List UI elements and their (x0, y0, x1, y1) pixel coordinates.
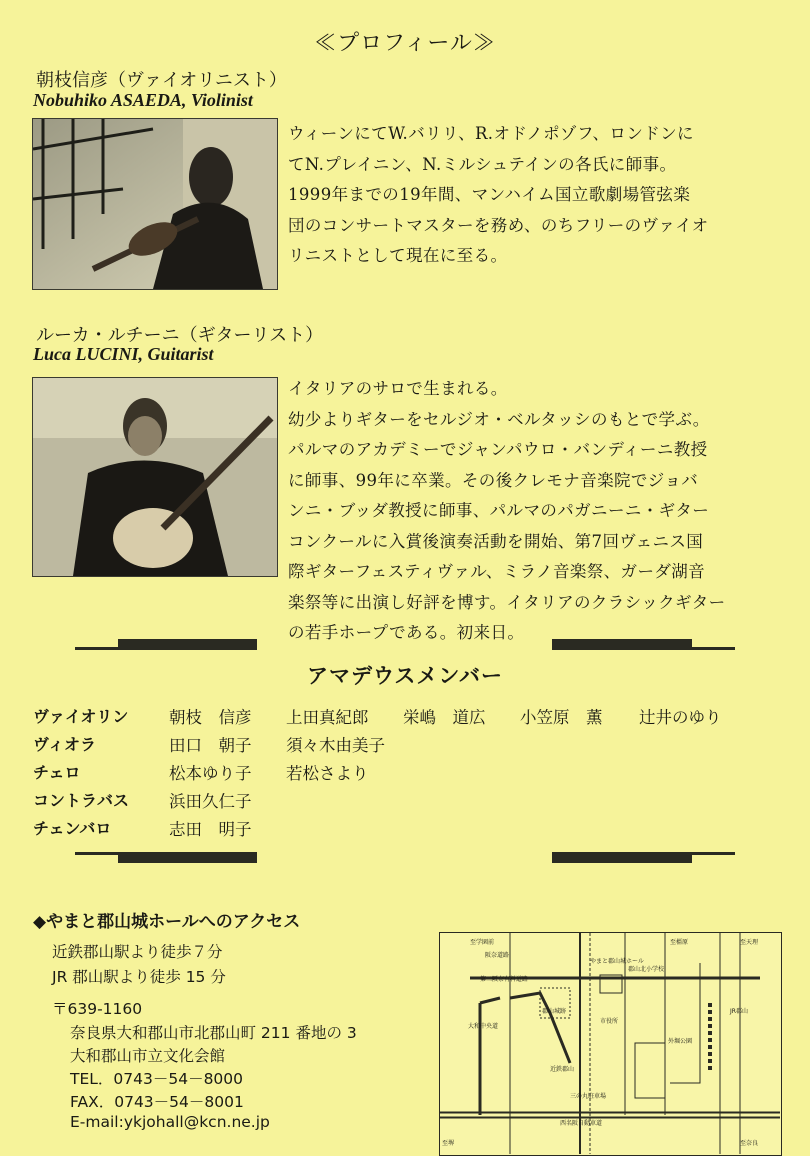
map-label: 西名阪自動車道 (560, 1120, 603, 1127)
map-label: 至学園前 (470, 939, 495, 946)
artist-1-bio (288, 119, 793, 272)
bio-line: 団のコンサートマスターを務め、のちフリーのヴァイオ (288, 215, 709, 235)
member-part: コントラバス (33, 791, 130, 810)
map-label: やまと郡山城ホール (590, 958, 644, 965)
violinist-photo (32, 118, 278, 290)
bio-line: 1999年までの19年間、マンハイム国立歌劇場管弦楽 (288, 185, 691, 204)
map-label: 郡山城跡 (542, 1008, 567, 1015)
member-name: 田口 朝子 (169, 736, 252, 755)
bio-line: リニストとして現在に至る。 (288, 246, 508, 265)
bio-line: パルマのアカデミーでジャンパウロ・バンディーニ教授 (288, 440, 708, 459)
map-drawing (440, 933, 780, 1154)
address-line: 奈良県大和郡山市北郡山町 211 番地の 3 (70, 1024, 357, 1042)
member-name: 須々木由美子 (286, 736, 385, 755)
bio-line: 幼少よりギターをセルジオ・ベルタッシのもとで学ぶ。 (288, 409, 710, 429)
map-label: 大和中央道 (468, 1023, 499, 1030)
member-name: 辻井のゆり (639, 708, 722, 727)
map-label: 三の丸駐車場 (570, 1093, 607, 1100)
members-title: アマデウスメンバー (307, 664, 503, 688)
artist-2-jp-name: ルーカ・ルチーニ（ギターリスト） (36, 325, 324, 346)
artist-1-jp-name: 朝枝信彦（ヴァイオリニスト） (36, 70, 287, 91)
divider-rule (552, 639, 692, 647)
bio-line: ンニ・ブッダ教授に師事、パルマのパガニーニ・ギター (288, 501, 710, 520)
bio-line: イタリアのサロで生まれる。 (288, 379, 508, 398)
member-part: チェロ (33, 763, 81, 782)
bio-line: 楽祭等に出演し好評を博す。イタリアのクラシックギター (288, 592, 726, 612)
map-label: JR郡山 (730, 1008, 748, 1015)
divider-rule (118, 639, 257, 647)
page-title: ≪プロフィール≫ (314, 31, 496, 56)
bio-line: の若手ホープである。初来日。 (288, 623, 525, 642)
map-label: 至天理 (740, 939, 759, 946)
venue-name: 大和郡山市立文化会館 (70, 1047, 226, 1065)
postal-code: 〒639-1160 (52, 1000, 143, 1018)
map-label: 近鉄郡山 (550, 1066, 575, 1073)
access-direction: JR 郡山駅より徒歩 15 分 (52, 968, 226, 986)
artist-2-bio (288, 374, 798, 649)
bio-line: コンクールに入賞後演奏活動を開始、第7回ヴェニス国 (288, 531, 704, 551)
member-name: 志田 明子 (169, 820, 252, 839)
member-name: 若松さより (286, 764, 369, 783)
bio-line: に師事、99年に卒業。その後クレモナ音楽院でジョバ (288, 470, 699, 490)
divider-rule (552, 647, 735, 650)
bio-line: 際ギターフェスティヴァル、ミラノ音楽祭、ガーダ湖音 (288, 562, 706, 581)
members-list (33, 704, 793, 844)
map-label: 外堀公園 (668, 1038, 693, 1045)
member-row (33, 704, 793, 731)
map-label: 至奈良 (740, 1140, 759, 1147)
bio-line: ウィーンにてW.バリリ、R.オドノポゾフ、ロンドンに (288, 124, 694, 143)
map-label: 第二阪奈有料道路 (480, 976, 529, 983)
artist-1-en-name: Nobuhiko ASAEDA, Violinist (33, 90, 253, 110)
map-label: 郡山北小学校 (628, 966, 665, 973)
bio-line: てN.プレイニン、N.ミルシュテインの各氏に師事。 (288, 154, 677, 174)
member-name: 栄嶋 道広 (403, 708, 486, 727)
access-direction: 近鉄郡山駅より徒歩７分 (52, 943, 223, 961)
member-row (33, 816, 793, 843)
divider-rule (75, 647, 257, 650)
map-label: 市役所 (600, 1018, 619, 1025)
member-name: 松本ゆり子 (169, 764, 252, 783)
divider-rule (118, 855, 257, 863)
member-row (33, 760, 793, 787)
member-name: 浜田久仁子 (169, 792, 252, 811)
member-row (33, 788, 793, 815)
artist-2-en-name: Luca LUCINI, Guitarist (33, 344, 214, 364)
email-address: E-mail:ykjohall@kcn.ne.jp (70, 1113, 270, 1131)
member-part: ヴィオラ (33, 735, 97, 754)
guitarist-photo (32, 377, 278, 577)
access-map (439, 932, 782, 1156)
map-label: 至橿原 (670, 939, 689, 946)
divider-rule (552, 855, 692, 863)
member-name: 上田真紀郎 (286, 708, 369, 727)
member-name: 朝枝 信彦 (169, 708, 252, 727)
member-row (33, 732, 793, 759)
access-title: ◆やまと郡山城ホールへのアクセス (33, 912, 301, 932)
fax-number: FAX．0743－54－8001 (70, 1093, 244, 1111)
member-part: ヴァイオリン (33, 707, 129, 726)
map-label: 阪奈道路 (485, 952, 510, 959)
phone-number: TEL．0743－54－8000 (70, 1070, 244, 1088)
member-name: 小笠原 薫 (520, 708, 603, 727)
map-label: 至堺 (442, 1140, 455, 1147)
member-part: チェンバロ (33, 819, 112, 838)
